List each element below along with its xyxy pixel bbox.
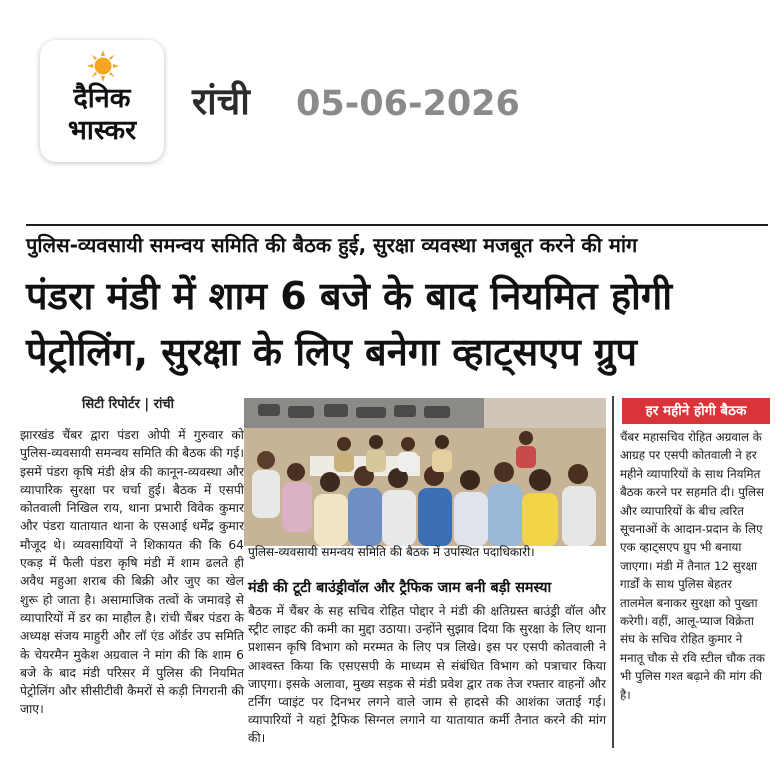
article-body-middle: बैठक में चैंबर के सह सचिव रोहित पोद्दार ने मंडी की क्षतिग्रस्त बाउंड्री वॉल और स्ट्रीट लाइट की कमी का मुद्दा उठाया। उन्होंने सुझाव दिया कि सुरक्षा के लिए थाना प्रशासन कृषि विभाग को मरम्मत के लिए पत्र लिखे। इस पर एसपी कोतवाली ने आश्वस्त किया कि एसएसपी के माध्यम से संबंधित विभाग को पत्राचार किया जाएगा। इसके अलावा, मुख्य सड़क से मंडी प्रवेश द्वार तक तेज रफ्तार वाहनों और टर्निंग प्वाइंट पर दिनभर लगने वाले जाम से हादसे की आशंका जताई गई। व्यापारियों ने यहां ट्रैफिक सिग्नल लगाने या यातायात कर्मी तैनात करने की मांग की। [248, 604, 606, 746]
meeting-photo-image [244, 398, 606, 546]
sidebar-heading: हर महीने होगी बैठक [622, 398, 770, 424]
photo-caption: पुलिस-व्यवसायी समन्वय समिति की बैठक में उपस्थित पदाधिकारी। [248, 545, 535, 559]
article-headline: पंडरा मंडी में शाम 6 बजे के बाद नियमित होगी पेट्रोलिंग, सुरक्षा के लिए बनेगा व्हाट्सएप ग्रुप [26, 274, 673, 374]
article-body-left: झारखंड चैंबर द्वारा पंडरा ओपी में गुरुवार को पुलिस-व्यवसायी समन्वय समिति की बैठक की गई। इसमें पंडरा कृषि मंडी क्षेत्र की कानून-व्यवस्था और व्यापारिक सुरक्षा पर चर्चा हुई। बैठक में एसपी कोतवाली निखिल राय, थाना प्रभारी विवेक कुमार और पंडरा यातायात थाना के एसआई धर्मेंद्र कुमार मौजूद थे। व्यवसायियों ने शिकायत की कि 64 एकड़ में फैली पंडरा कृषि मंडी में शाम ढलते ही अवैध महुआ शराब की बिक्री और जुए का खेल शुरू हो जाता है। असामाजिक तत्वों के जमावड़े से व्यापारियों में डर का माहौल है। रांची चैंबर पंडरा के अध्यक्ष संजय माहुरी और लॉ एंड ऑर्डर उप समिति के चेयरमैन मुकेश अग्रवाल ने मांग की कि शाम 6 बजे के बाद मंडी परिसर में पुलिस की नियमित पेट्रोलिंग और सीसीटीवी कैमरों से कड़ी निगरानी की जाए। [20, 428, 244, 717]
logo-text-line1: दैनिक [73, 83, 131, 114]
sun-icon [87, 50, 119, 82]
edition-city: रांची [192, 80, 250, 123]
top-rule [26, 224, 768, 226]
article-byline: सिटी रिपोर्टर | रांची [82, 397, 175, 412]
dainik-bhaskar-logo [40, 40, 164, 162]
article-body-right: चैंबर महासचिव रोहित अग्रवाल के आग्रह पर एसपी कोतवाली ने हर महीने व्यापारियों के साथ नियमित बैठक करने पर सहमति दी। पुलिस और व्यापारियों के बीच त्वरित सूचनाओं के आदान-प्रदान के लिए एक व्हाट्सएप ग्रुप भी बनाया जाएगा। मंडी में तैनात 12 सुरक्षा गार्डों के साथ पुलिस बेहतर तालमेल बनाकर सुरक्षा को पुख्ता करेगी। वहीं, आलू-प्याज विक्रेता संघ के सचिव रोहित कुमार ने मनातू चौक से रवि स्टील चौक तक भी पुलिस गश्त बढ़ाने की मांग की है। [620, 430, 765, 702]
edition-date: 05-06-2026 [296, 84, 520, 124]
column-divider [612, 396, 614, 748]
meeting-photo [244, 398, 606, 546]
logo-text-line2: भास्कर [67, 115, 137, 146]
article-subheading: मंडी की टूटी बाउंड्रीवॉल और ट्रैफिक जाम बनी बड़ी समस्या [248, 580, 552, 596]
news-clipping [16, 206, 768, 758]
article-kicker: पुलिस-व्यवसायी समन्वय समिति की बैठक हुई, सुरक्षा व्यवस्था मजबूत करने की मांग [26, 233, 638, 257]
